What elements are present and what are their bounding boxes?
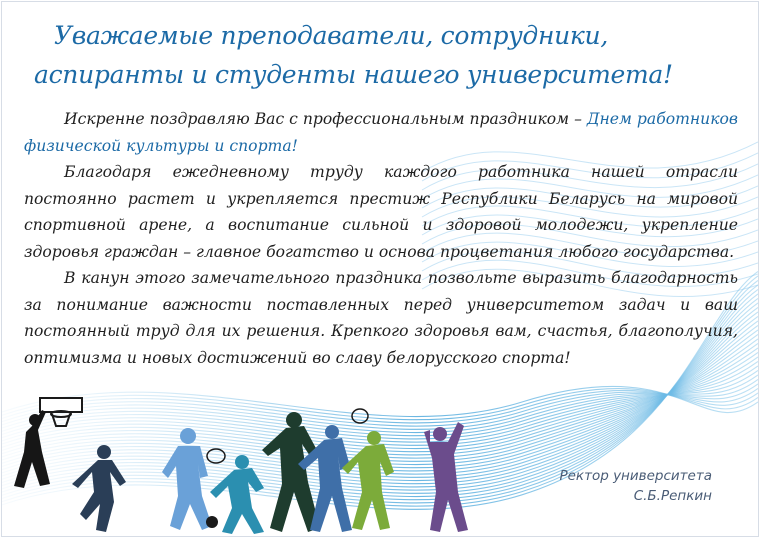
signature-block bbox=[542, 466, 712, 506]
runner-silhouette bbox=[72, 445, 126, 532]
volleyball-player-2-silhouette bbox=[424, 422, 468, 532]
basketball-player-silhouette bbox=[14, 410, 50, 488]
volleyball-player-silhouette bbox=[262, 412, 320, 532]
paragraph-3: В канун этого замечательного праздника позвольте выразить благодарность за понимание важности поставленных перед университетом задач и ваш постоянный труд для их решения. Крепкого здоровья вам, счастья, благополучия, оптимизма и новых достижений во славу белорусского спорта! bbox=[24, 269, 738, 367]
paragraph-1 bbox=[24, 106, 738, 159]
basketball-hoop-icon bbox=[40, 398, 82, 426]
tennis-player-3-silhouette bbox=[342, 409, 394, 530]
athletes-silhouettes bbox=[2, 392, 502, 536]
greeting-body bbox=[24, 106, 738, 371]
paragraph-1-lead: Искренне поздравляю Вас с профессиональным праздником – bbox=[64, 110, 587, 128]
title-line-2: аспиранты и студенты нашего университета! bbox=[34, 60, 673, 89]
holiday-name: Днем работников физической культуры и спорта! bbox=[24, 110, 738, 155]
greeting-card bbox=[1, 1, 759, 537]
football-player-silhouette bbox=[162, 428, 218, 530]
title-line-1: Уважаемые преподаватели, сотрудники, bbox=[54, 21, 608, 50]
paragraph-2: Благодаря ежедневному труду каждого работника нашей отрасли постоянно растет и укрепляется престиж Республики Беларусь на мировой спортивной арене, а воспитание сильной и здоровой молодежи, укрепление здоровья граждан – главное богатство и основа процветания любого государства. bbox=[24, 163, 738, 261]
signature-name: С.Б.Репкин bbox=[633, 488, 712, 504]
greeting-title bbox=[2, 16, 758, 94]
signature-role: Ректор университета bbox=[559, 468, 712, 484]
